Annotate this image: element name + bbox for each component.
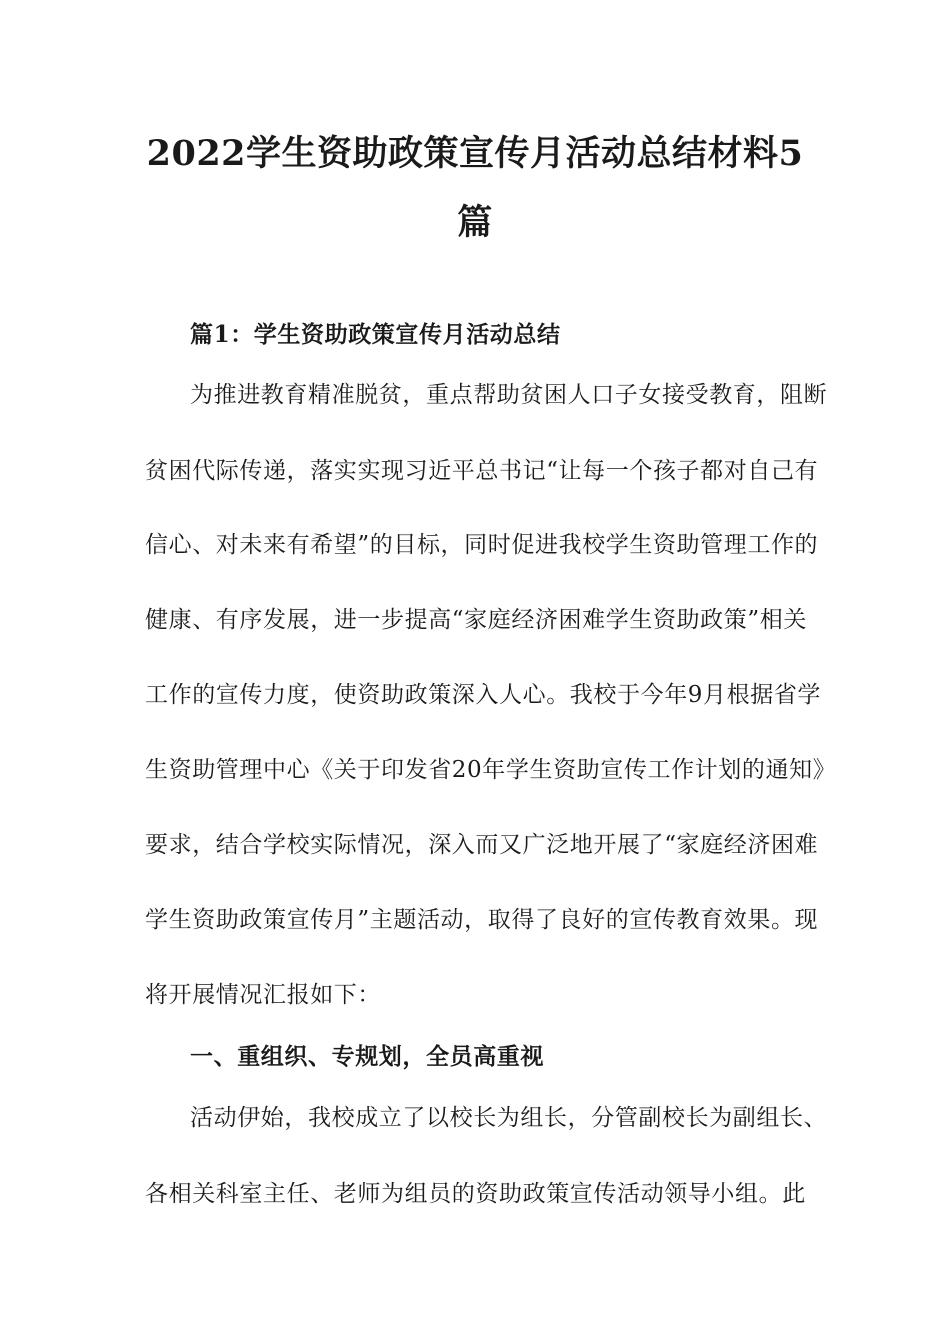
section-heading: 篇1：学生资助政策宣传月活动总结 <box>190 321 561 348</box>
paragraph-line: 活动伊始，我校成立了以校长为组长，分管副校长为副组长、 <box>190 1105 828 1131</box>
paragraph-line: 生资助管理中心《关于印发省20年学生资助宣传工作计划的通知》 <box>145 757 837 783</box>
paragraph-line: 学生资助政策宣传月”主题活动，取得了良好的宣传教育效果。现 <box>145 907 819 933</box>
paragraph-line: 要求，结合学校实际情况，深入而又广泛地开展了“家庭经济困难 <box>145 832 819 858</box>
subheading: 一、重组织、专规划，全员高重视 <box>190 1043 544 1070</box>
paragraph-line: 健康、有序发展，进一步提高“家庭经济困难学生资助政策”相关 <box>145 607 807 633</box>
paragraph-line: 将开展情况汇报如下： <box>145 982 381 1008</box>
paragraph-line: 信心、对未来有希望”的目标，同时促进我校学生资助管理工作的 <box>145 532 819 558</box>
paragraph-line: 各相关科室主任、老师为组员的资助政策宣传活动领导小组。此 <box>145 1181 806 1207</box>
paragraph-line: 贫困代际传递，落实实现习近平总书记“让每一个孩子都对自己有 <box>145 458 819 484</box>
document-title-line-1: 2022学生资助政策宣传月活动总结材料5 <box>146 133 804 174</box>
paragraph-line: 工作的宣传力度，使资助政策深入人心。我校于今年9月根据省学 <box>145 682 822 708</box>
document-title-line-2: 篇 <box>457 202 493 243</box>
paragraph-line: 为推进教育精准脱贫，重点帮助贫困人口子女接受教育，阻断 <box>190 382 828 408</box>
